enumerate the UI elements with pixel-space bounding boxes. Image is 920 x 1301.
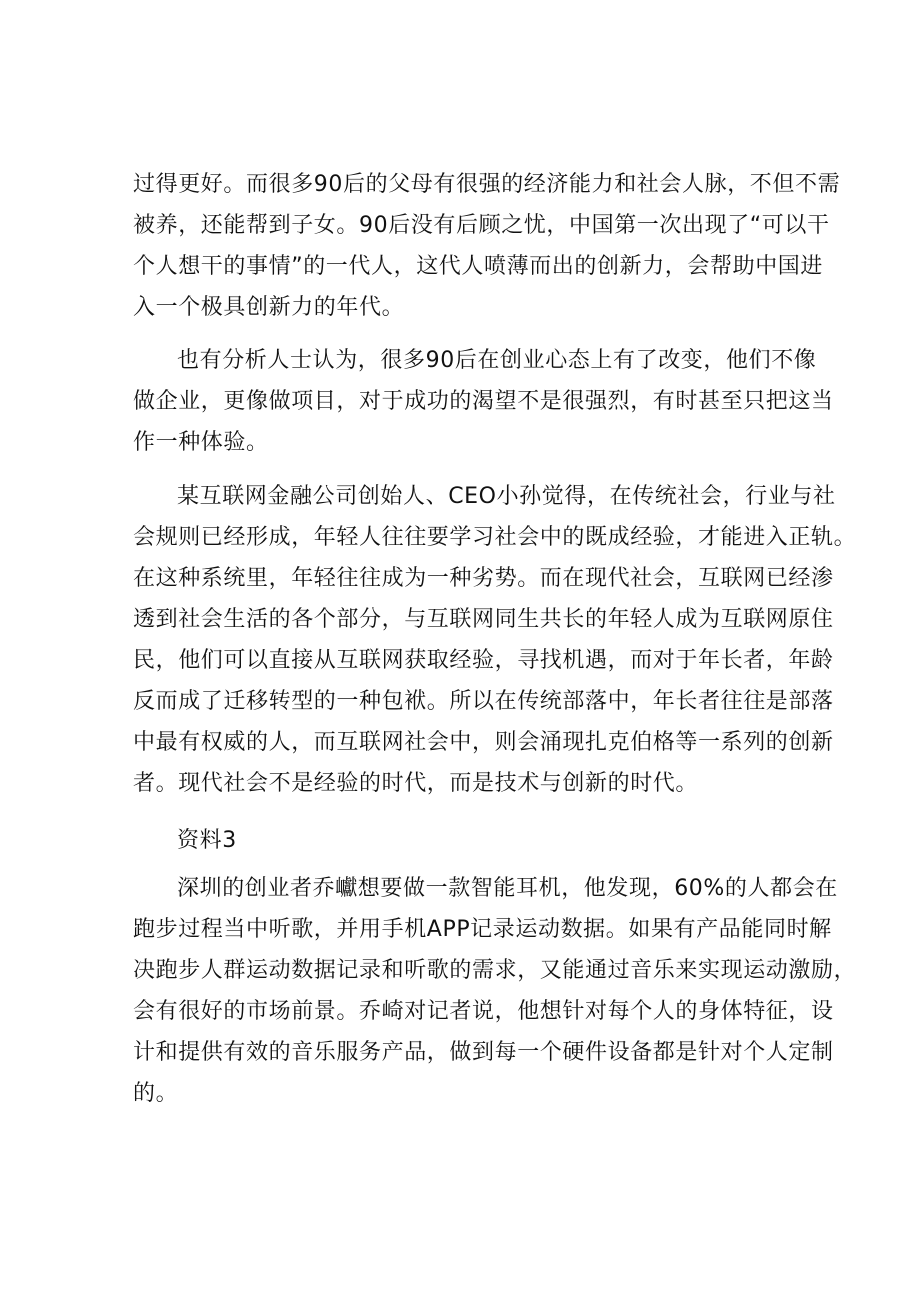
text-line: 也有分析人士认为，很多90后在创业心态上有了改变，他们不像: [177, 348, 817, 373]
text-line: 中最有权威的人，而互联网社会中，则会涌现扎克伯格等一系列的创新: [133, 730, 834, 755]
text-line: 决跑步人群运动数据记录和听歌的需求，又能通过音乐来实现运动激励，: [133, 958, 857, 983]
text-line: 做企业，更像做项目，对于成功的渴望不是很强烈，有时甚至只把这当: [133, 389, 834, 414]
text-line: 者。现代社会不是经验的时代，而是技术与创新的时代。: [133, 771, 699, 796]
text-line: 被养，还能帮到子女。90后没有后顾之忧，中国第一次出现了“可以干: [133, 213, 830, 238]
section-heading: [133, 820, 798, 861]
paragraph-continuation: [133, 164, 841, 328]
text-line: 跑步过程当中听歌，并用手机APP记录运动数据。如果有产品能同时解: [133, 917, 832, 942]
text-line: 个人想干的事情”的一代人，这代人喷薄而出的创新力，会帮助中国进: [133, 254, 823, 279]
text-line: 会有很好的市场前景。乔崎对记者说，他想针对每个人的身体特征，设: [133, 999, 834, 1024]
text-line: 某互联网金融公司创始人、CEO小孙觉得，在传统社会，行业与社: [177, 484, 836, 509]
text-line: 作一种体验。: [133, 430, 269, 455]
paragraph-analysts: [133, 340, 834, 463]
text-line: 反而成了迁移转型的一种包袱。所以在传统部落中，年长者往往是部落: [133, 689, 834, 714]
text-line: 过得更好。而很多90后的父母有很强的经济能力和社会人脉，不但不需: [133, 172, 841, 197]
text-line: 入一个极具创新力的年代。: [133, 295, 405, 320]
text-line: 的。: [133, 1081, 179, 1106]
paragraph-shenzhen: [133, 868, 857, 1114]
text-line: 在这种系统里，年轻往往成为一种劣势。而在现代社会，互联网已经渗: [133, 566, 834, 591]
text-line: 会规则已经形成，年轻人往往要学习社会中的既成经验，才能进入正轨。: [133, 525, 857, 550]
text-line: 民，他们可以直接从互联网获取经验，寻找机遇，而对于年长者，年龄: [133, 648, 834, 673]
paragraph-ceo-view: [133, 476, 857, 804]
text-line: 深圳的创业者乔巘想要做一款智能耳机，他发现，60%的人都会在: [177, 876, 838, 901]
text-line: 计和提供有效的音乐服务产品，做到每一个硬件设备都是针对个人定制: [133, 1040, 834, 1065]
text-line: 透到社会生活的各个部分，与互联网同生共长的年轻人成为互联网原住: [133, 607, 834, 632]
section-heading-text: 资料3: [177, 828, 237, 853]
